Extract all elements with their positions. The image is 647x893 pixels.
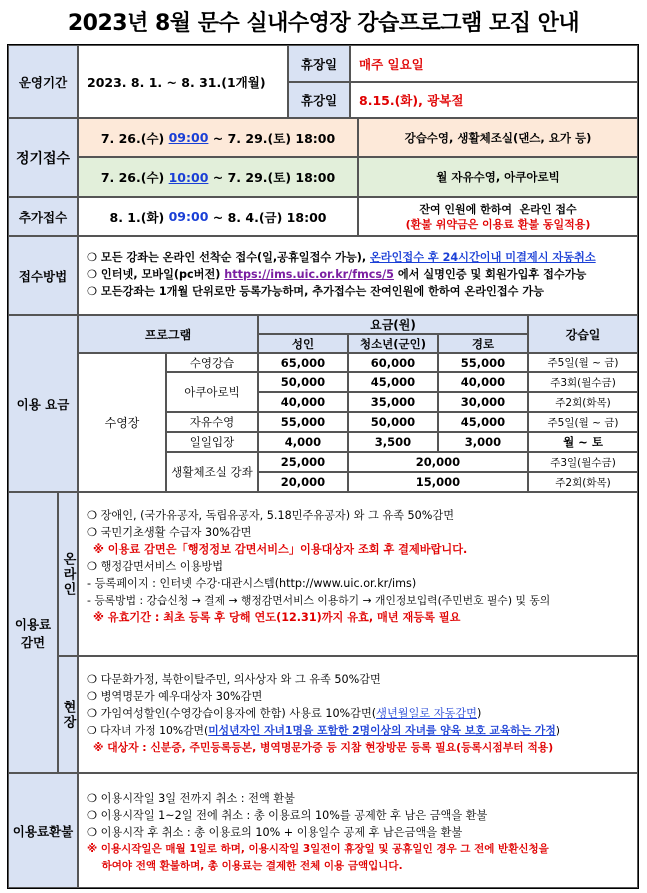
signup-link[interactable]: https://ims.uic.or.kr/fmcs/5 [224, 268, 394, 281]
fee-days: 월 ~ 토 [528, 432, 638, 452]
fee-row-name: 아쿠아로빅 [166, 372, 258, 412]
discount-line: ❍ 다문화가정, 북한이탈주민, 의사상자 와 그 유족 50%감면 [87, 673, 381, 686]
fees-head-senior: 경로 [438, 334, 528, 353]
extra-refund-note: (환불 위약금은 이용료 환불 동일적용) [405, 218, 591, 231]
regular-programs-1: 강습수영, 생활체조실(댄스, 요가 등) [358, 118, 638, 157]
fee-days: 주3회(월수금) [528, 372, 638, 392]
discount-note: ※ 이용료 감면은「행정정보 감면서비스」이용대상자 조회 후 결제바랍니다. [93, 543, 468, 556]
fees-head-days: 강습일 [528, 315, 638, 353]
discount-line: ❍ 행정감면서비스 이용방법 [87, 560, 224, 573]
fee-cell: 60,000 [348, 353, 438, 372]
fee-row-name: 생활체조실 강좌 [166, 452, 258, 492]
refund-line: ❍ 이용시작 후 취소 : 총 이용료의 10% + 이용일수 공제 후 남은금액을 환불 [87, 826, 463, 839]
refund-note: ※ 이용시작일은 매월 1일로 하며, 이용시작일 3일전이 휴장일 및 공휴일인 경우 그 전에 반환신청을 [87, 843, 549, 855]
refund-note: 하여야 전액 환불하며, 총 이용료는 결제한 전체 이용 금액입니다. [87, 860, 403, 872]
fees-group-pool: 수영장 [78, 353, 166, 492]
fees-head-program: 프로그램 [78, 315, 258, 353]
method-line-2: ❍ 인터넷, 모바일(pc버전) https://ims.uic.or.kr/fmcs/5 에서 실명인증 및 회원가입후 접수가능 [87, 268, 587, 281]
refund-line: ❍ 이용시작일 1~2일 전에 취소 : 총 이용료의 10%를 공제한 후 남은 금액을 환불 [87, 809, 488, 822]
discount-line: ❍ 국민기초생활 수급자 30%감면 [87, 526, 252, 539]
fees-head-fee: 요금(원) [258, 315, 528, 334]
fee-cell: 40,000 [438, 372, 528, 392]
fee-cell: 3,000 [438, 432, 528, 452]
fees-head-adult: 성인 [258, 334, 348, 353]
fee-cell: 4,000 [258, 432, 348, 452]
method-line-1: ❍ 모든 강좌는 온라인 선착순 접수(일,공휴일접수 가능), 온라인접수 후 24시간이내 미결제시 자동취소 [87, 251, 596, 264]
discount-note: ※ 대상자 : 신분증, 주민등록등본, 병역명문가증 등 지참 현장방문 등록 필요(등록시점부터 적용) [93, 741, 554, 754]
discount-label-line: 감면 [20, 634, 46, 650]
discount-line: ❍ 병역명문가 예우대상자 30%감면 [87, 690, 263, 703]
discount-line: ❍ 장애인, (국가유공자, 독립유공자, 5.18민주유공자) 와 그 유족 50%감면 [87, 509, 455, 522]
discount-onsite-label: 현장 [58, 656, 78, 773]
extra-date: 8. 1.(화) 09:00 ~ 8. 4.(금) 18:00 [78, 197, 358, 236]
regular-date-1: 7. 26.(수) 09:00 ~ 7. 29.(토) 18:00 [78, 118, 358, 157]
method-label: 접수방법 [8, 236, 78, 315]
fee-cell: 65,000 [258, 353, 348, 372]
extra-label: 추가접수 [8, 197, 78, 236]
fee-cell: 20,000 [348, 452, 528, 472]
extra-note [358, 197, 638, 236]
closed-day-value: 매주 일요일 [350, 45, 638, 82]
extra-note-line: 잔여 인원에 한하여 온라인 접수 [419, 203, 577, 216]
refund-line: ❍ 이용시작일 3일 전까지 취소 : 전액 환불 [87, 792, 295, 805]
fees-label: 이용 요금 [8, 315, 78, 492]
fee-cell: 25,000 [258, 452, 348, 472]
fee-row-name: 수영강습 [166, 353, 258, 372]
fee-cell: 20,000 [258, 472, 348, 492]
fee-cell: 55,000 [258, 412, 348, 432]
fee-days: 주2회(화목) [528, 392, 638, 412]
discount-label-line: 이용료 [14, 616, 52, 632]
fee-days: 주2회(화목) [528, 472, 638, 492]
fee-row-name: 자유수영 [166, 412, 258, 432]
fee-cell: 40,000 [258, 392, 348, 412]
method-body [78, 236, 638, 315]
discount-note: ※ 유효기간 : 최초 등록 후 당해 연도(12.31)까지 유효, 매년 재등록 필요 [93, 611, 461, 624]
discount-online-body [78, 492, 638, 656]
info-sheet [7, 44, 639, 889]
discount-line: ❍ 가임여성할인(수영강습이용자에 한함) 사용료 10%감면(생년월일로 자동감면) [87, 707, 482, 720]
period-label: 운영기간 [8, 45, 78, 118]
method-line-3: ❍ 모든강좌는 1개월 단위로만 등록가능하며, 추가접수는 잔여인원에 한하여 온라인접수 가능 [87, 285, 544, 298]
discount-online-label: 온라인 [58, 492, 78, 656]
fee-cell: 35,000 [348, 392, 438, 412]
closed-day-label: 휴장일 [288, 45, 350, 82]
fee-row-name: 일일입장 [166, 432, 258, 452]
discount-label [8, 492, 58, 773]
regular-date-2: 7. 26.(수) 10:00 ~ 7. 29.(토) 18:00 [78, 157, 358, 197]
refund-label: 이용료환불 [8, 773, 78, 888]
fees-head-youth: 청소년(군인) [348, 334, 438, 353]
refund-body [78, 773, 638, 888]
fee-days: 주5일(월 ~ 금) [528, 353, 638, 372]
holiday-label: 휴강일 [288, 82, 350, 118]
fee-cell: 30,000 [438, 392, 528, 412]
fee-cell: 45,000 [438, 412, 528, 432]
page-title: 2023년 8월 문수 실내수영장 강습프로그램 모집 안내 [67, 11, 580, 36]
fee-cell: 50,000 [348, 412, 438, 432]
period-value: 2023. 8. 1. ~ 8. 31.(1개월) [78, 45, 288, 118]
discount-line: - 등록페이지 : 인터넷 수강·대관시스템(http://www.uic.or.kr/ims) [87, 577, 417, 590]
fee-cell: 45,000 [348, 372, 438, 392]
fee-cell: 50,000 [258, 372, 348, 392]
fee-cell: 15,000 [348, 472, 528, 492]
fee-cell: 3,500 [348, 432, 438, 452]
regular-programs-2: 월 자유수영, 아쿠아로빅 [358, 157, 638, 197]
holiday-value: 8.15.(화), 광복절 [350, 82, 638, 118]
fee-days: 주3일(월수금) [528, 452, 638, 472]
discount-line: ❍ 다자녀 가정 10%감면(미성년자인 자녀1명을 포함한 2명이상의 자녀를 양육 보호 교육하는 가정) [87, 724, 560, 737]
regular-label: 정기접수 [8, 118, 78, 197]
fee-cell: 55,000 [438, 353, 528, 372]
discount-onsite-body [78, 656, 638, 773]
discount-line: - 등록방법 : 강습신청 → 결제 → 행정감면서비스 이용하기 → 개인정보입력(주민번호 필수) 및 동의 [87, 594, 551, 607]
fee-days: 주5일(월 ~ 금) [528, 412, 638, 432]
